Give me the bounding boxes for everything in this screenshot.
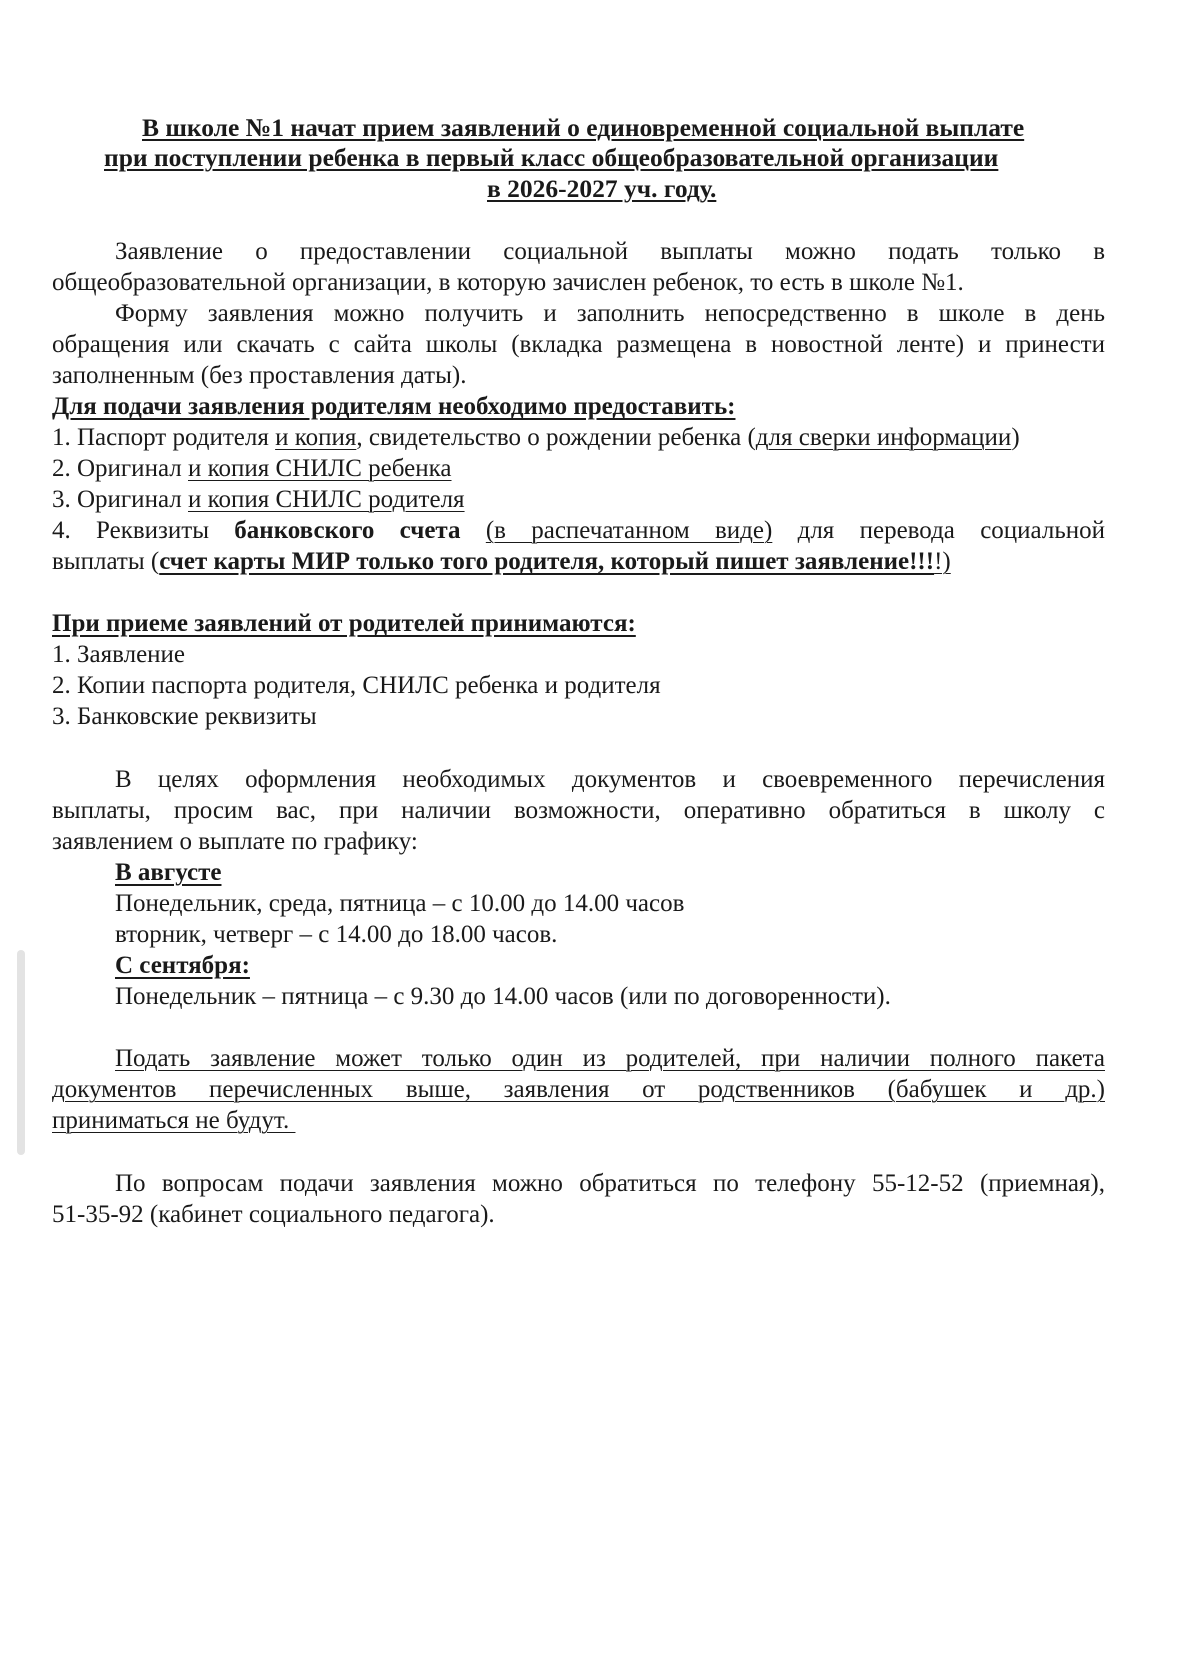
accepted-item-2: 2. Копии паспорта родителя, СНИЛС ребенка и родителя: [52, 672, 661, 699]
required-item-1-text-c: , свидетельство о рождении ребенка (: [356, 424, 756, 451]
required-item-4-line-2: [52, 546, 951, 578]
august-schedule-line-1: Понедельник, среда, пятница – с 10.00 до 14.00 часов: [115, 890, 685, 917]
intro-paragraph-2-line-3: заполненным (без проставления даты).: [52, 362, 467, 389]
required-item-4-text-d: для: [797, 517, 835, 544]
intro-paragraph-2-line-2: обращения или скачать с сайта школы (вкладка размещена в новостной ленте) и принести: [52, 331, 1105, 358]
schedule-intro-line-2: выплаты, просим вас, при наличии возможности, оперативно обратиться в школу с: [52, 797, 1105, 824]
required-item-1-text-a: 1. Паспорт родителя: [52, 424, 276, 451]
notice-line-1: Подать заявление может только один из родителей, при наличии полного пакета: [115, 1045, 1105, 1072]
required-item-3-text-b: и копия СНИЛС родителя: [188, 486, 465, 513]
schedule-intro-line-3: заявлением о выплате по графику:: [52, 828, 418, 855]
required-item-2-text-a: 2. Оригинал: [52, 455, 188, 482]
accepted-item-1: 1. Заявление: [52, 641, 186, 668]
september-heading: С сентября:: [115, 952, 250, 979]
required-item-4-text-c: (в распечатанном виде): [485, 517, 773, 544]
required-item-2-text-b: и копия СНИЛС ребенка: [188, 455, 452, 482]
required-item-4-text-i: !): [934, 548, 951, 575]
required-item-4-text-g: выплаты (: [52, 548, 160, 575]
accepted-item-3: 3. Банковские реквизиты: [52, 703, 317, 730]
title-line-1: В школе №1 начат прием заявлений о единовременной социальной выплате: [142, 113, 1025, 142]
september-schedule-line-1: Понедельник – пятница – с 9.30 до 14.00 часов (или по договоренности).: [115, 983, 891, 1010]
required-item-1-text-b: и копия: [275, 424, 357, 451]
intro-paragraph-1-line-1: Заявление о предоставлении социальной выплаты можно подать только в: [115, 238, 1105, 265]
required-item-3-text-a: 3. Оригинал: [52, 486, 188, 513]
scrollbar[interactable]: [17, 950, 25, 1155]
required-item-1: [52, 422, 1020, 454]
required-item-4-line-1: [52, 515, 1105, 547]
august-heading: В августе: [115, 859, 222, 886]
title-line-3: в 2026-2027 уч. году.: [487, 174, 717, 203]
required-item-1-text-e: ): [1011, 424, 1020, 451]
required-item-4-text-a: 4. Реквизиты: [52, 517, 210, 544]
schedule-intro-line-1: В целях оформления необходимых документов и своевременного перечисления: [115, 766, 1105, 793]
contacts-line-1: По вопросам подачи заявления можно обратиться по телефону 55-12-52 (приемная),: [115, 1170, 1105, 1197]
intro-paragraph-2-line-1: Форму заявления можно получить и заполнить непосредственно в школе в день: [115, 300, 1105, 327]
accepted-docs-heading: При приеме заявлений от родителей принимаются:: [52, 610, 636, 637]
august-schedule-line-2: вторник, четверг – с 14.00 до 18.00 часов.: [115, 921, 558, 948]
required-item-1-text-d: для сверки информации: [755, 424, 1012, 451]
required-item-4-text-e: перевода: [859, 517, 955, 544]
notice-line-3: приниматься не будут.: [52, 1107, 296, 1134]
required-item-4-text-b: банковского счета: [234, 517, 461, 544]
contacts-line-2: 51-35-92 (кабинет социального педагога).: [52, 1201, 495, 1228]
required-item-4-text-f: социальной: [980, 517, 1105, 544]
required-item-3: [52, 484, 465, 516]
title-line-2: при поступлении ребенка в первый класс общеобразовательной организации: [104, 143, 999, 172]
required-docs-heading: Для подачи заявления родителям необходимо предоставить:: [52, 393, 736, 420]
notice-line-2: документов перечисленных выше, заявления от родственников (бабушек и др.): [52, 1076, 1105, 1103]
required-item-2: [52, 453, 452, 485]
intro-paragraph-1-line-2: общеобразовательной организации, в которую зачислен ребенок, то есть в школе №1.: [52, 269, 964, 296]
required-item-4-text-h: счет карты МИР только того родителя, который пишет заявление!!!: [159, 548, 935, 575]
